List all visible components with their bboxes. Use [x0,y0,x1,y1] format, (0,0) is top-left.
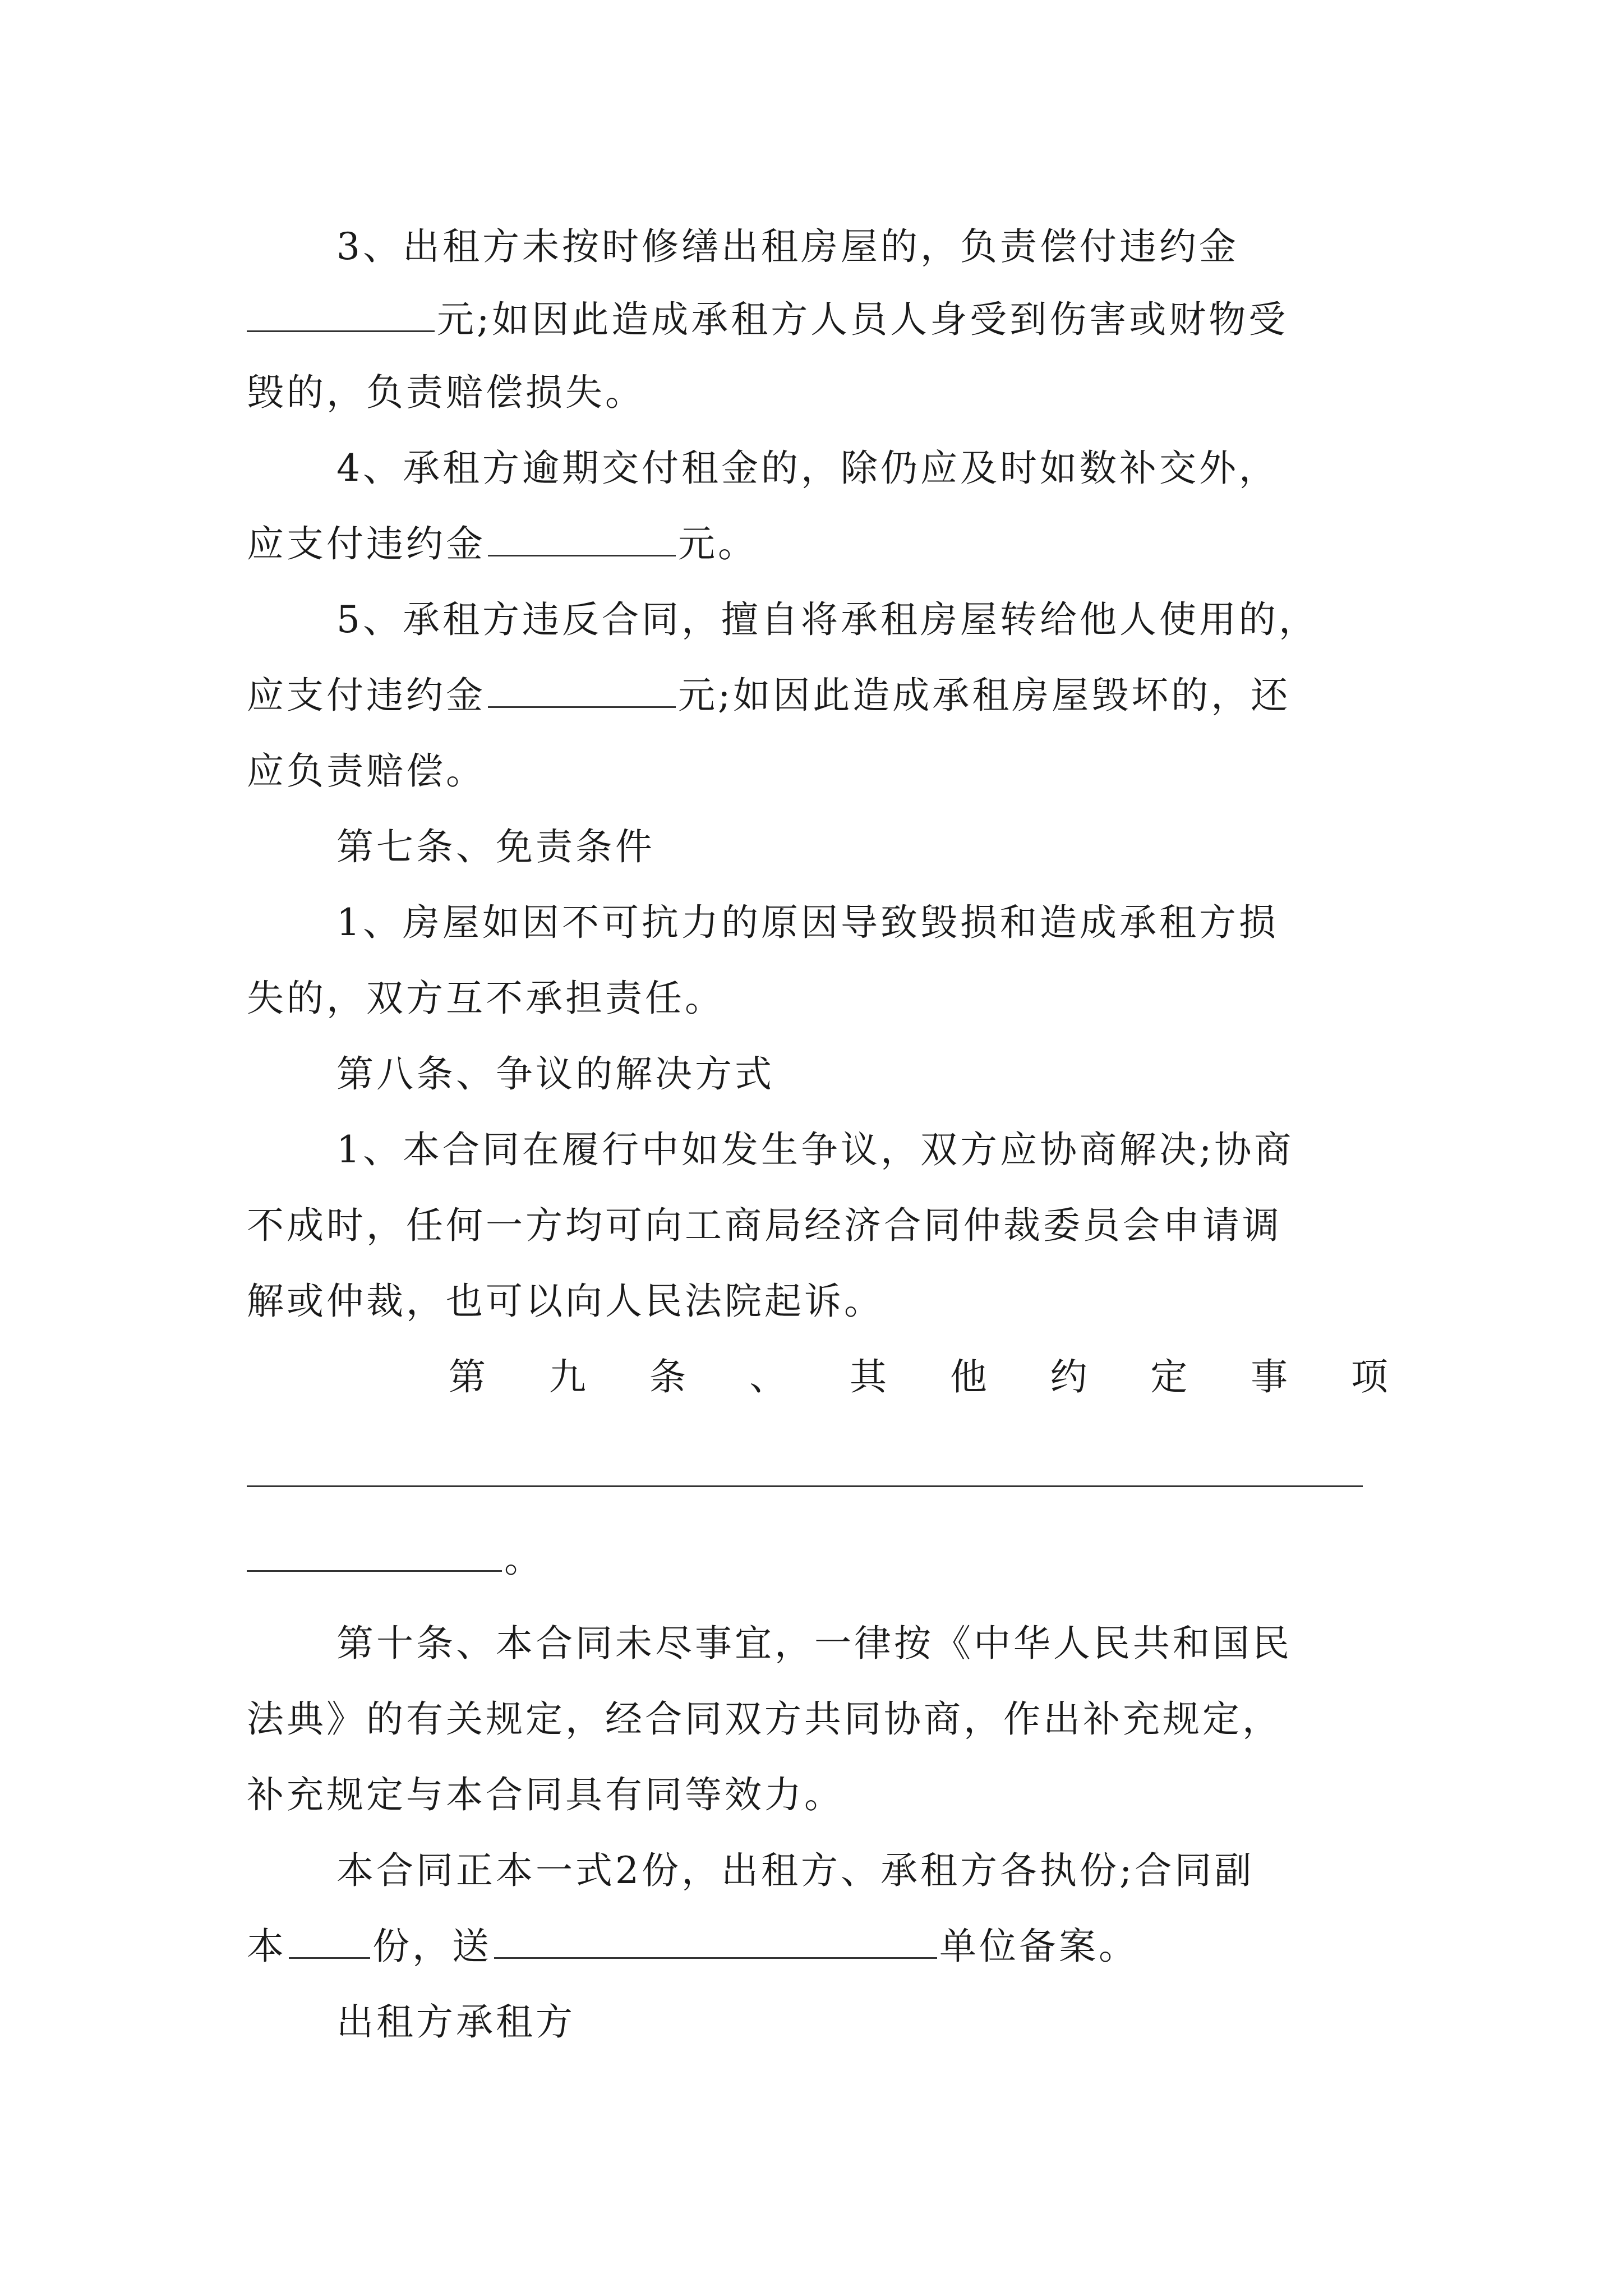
article-7-heading [336,822,1391,872]
clause-6-5-line-1 [336,595,1391,645]
text: 本合同正本一式2份，出租方、承租方各执份;合同副 [336,1849,1255,1892]
copies-count-blank [289,1922,370,1959]
filing-unit-blank [494,1922,937,1959]
text: 3、出租方未按时修缮出租房屋的，负责偿付违约金 [336,225,1239,268]
article-8-heading [336,1049,1391,1099]
text: 元;如因此造成承租方人员人身受到伤害或财物受 [437,298,1289,341]
article-10-line-2 [247,1694,1391,1745]
clause-6-4-line-1 [336,443,1391,494]
clause-6-3-line-1 [336,222,1391,272]
clause-6-5-line-2 [247,670,1391,721]
clause-6-4-line-2 [247,519,1391,569]
text: 应负责赔偿。 [247,749,486,793]
text: 元。 [678,522,758,565]
char: 约 [1050,1355,1090,1398]
signature-parties [336,1997,1391,2047]
other-terms-line-end [247,1534,1391,1585]
char: 、 [749,1355,790,1398]
char: 他 [949,1355,990,1398]
other-terms-blank [247,1535,502,1572]
text: 出租方承租方 [336,2000,575,2044]
text: 毁的，负责赔偿损失。 [247,371,645,414]
text: 解或仲裁，也可以向人民法院起诉。 [247,1280,884,1323]
copies-line-1 [336,1846,1391,1896]
text: 本 [247,1925,287,1968]
penalty-blank [488,520,676,556]
copies-line-2 [247,1921,1391,1972]
clause-6-3-line-3 [247,367,1391,418]
clause-7-1-line-1 [336,898,1391,948]
char: 条 [649,1355,689,1398]
char: 九 [548,1355,589,1398]
clause-6-3-line-2 [247,295,1391,345]
clause-8-1-line-2 [247,1200,1391,1251]
penalty-blank [488,671,676,708]
other-terms-blank-line [247,1485,1363,1487]
article-10-line-3 [247,1770,1391,1820]
text: 4、承租方逾期交付租金的，除仍应及时如数补交外， [336,447,1279,490]
text: 1、本合同在履行中如发生争议，双方应协商解决;协商 [336,1128,1294,1171]
text: 失的，双方互不承担责任。 [247,977,725,1020]
article-9-heading [449,1352,1391,1402]
char: 项 [1350,1355,1391,1398]
text: 。 [504,1538,544,1581]
text: 5、承租方违反合同，擅自将承租房屋转给他人使用的， [336,598,1318,641]
char: 其 [850,1355,890,1398]
text: 单位备案。 [939,1925,1138,1968]
text: 补充规定与本合同具有同等效力。 [247,1773,844,1816]
text: 第十条、本合同未尽事宜，一律按《中华人民共和国民 [336,1622,1292,1665]
text: 1、房屋如因不可抗力的原因导致毁损和造成承租方损 [336,901,1279,944]
text: 法典》的有关规定，经合同双方共同协商，作出补充规定， [247,1697,1282,1741]
char: 第 [449,1355,488,1398]
article-10-line-1 [336,1618,1391,1669]
text: 第七条、免责条件 [336,825,655,868]
text: 第八条、争议的解决方式 [336,1052,774,1096]
text: 应支付违约金 [247,674,486,717]
text: 不成时，任何一方均可向工商局经济合同仲裁委员会申请调 [247,1204,1282,1247]
clause-8-1-line-1 [336,1125,1391,1175]
penalty-blank [247,296,435,332]
clause-6-5-line-3 [247,746,1391,797]
char: 事 [1251,1355,1291,1398]
text: 应支付违约金 [247,522,486,565]
clause-7-1-line-2 [247,973,1391,1024]
clause-8-1-line-3 [247,1276,1391,1327]
text: 份，送 [372,1925,492,1968]
text: 元;如因此造成承租房屋毁坏的，还 [678,674,1291,717]
char: 定 [1150,1355,1191,1398]
